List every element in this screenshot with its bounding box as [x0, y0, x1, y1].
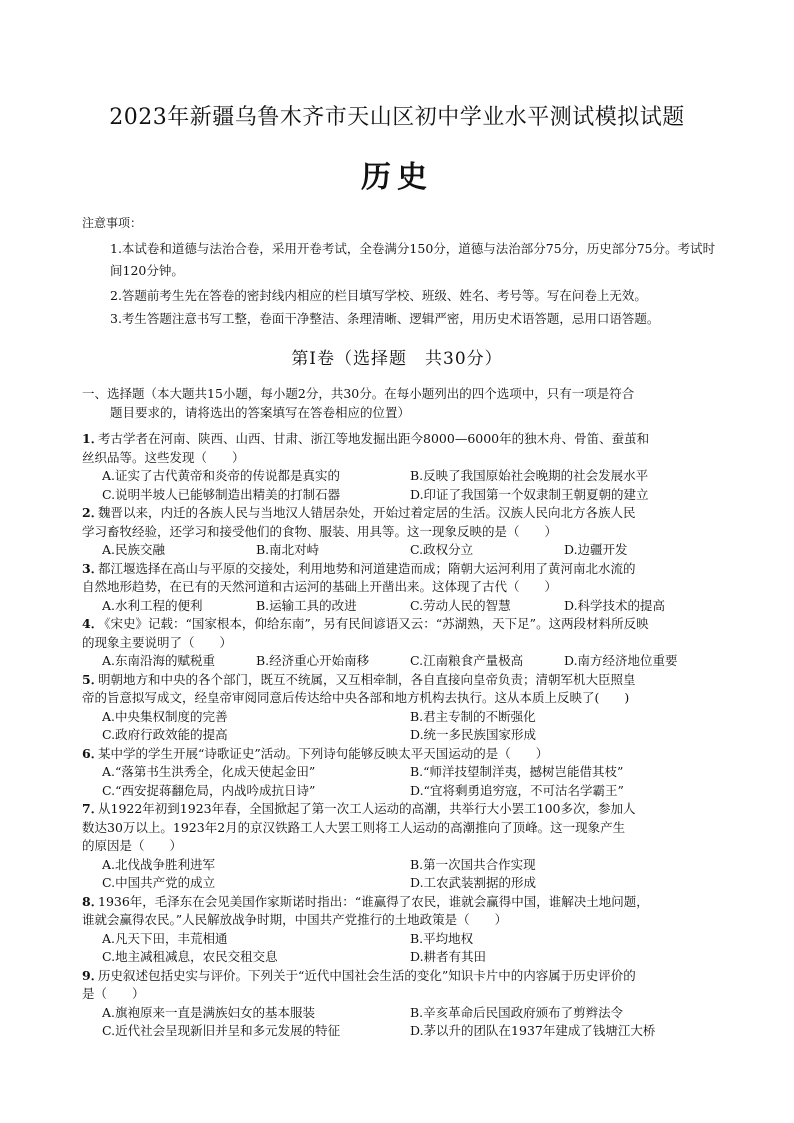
answer-option-a: A.东南沿海的赋税重 — [102, 653, 216, 668]
answer-option-c: C.“西安捉蒋翻危局，内战吟成抗日诗” — [102, 782, 316, 798]
question-number: 2． — [82, 505, 104, 520]
answer-option-a: A.民族交融 — [102, 542, 166, 557]
question-stem-line — [82, 800, 718, 819]
answer-option-a: A.水利工程的便利 — [102, 597, 203, 613]
answer-option-b: B.运输工具的改进 — [256, 597, 357, 613]
question-number: 9． — [82, 967, 104, 983]
answer-option-c: C.说明半坡人已能够制造出精美的打制石器 — [102, 486, 341, 502]
question-stem-text: 自然地形趋势，在已有的天然河道和古运河的基础上开凿出来。这体现了古代（ ） — [82, 579, 558, 594]
question-stem-line — [82, 985, 718, 1004]
question-number: 5． — [82, 671, 104, 687]
answer-option-a: A.中央集权制度的完善 — [102, 708, 228, 724]
answer-option-c: C.中国共产党的成立 — [102, 875, 216, 890]
answer-option-d: D.科学技术的提高 — [564, 597, 666, 613]
answer-option-b: B.君主专制的不断强化 — [410, 708, 536, 724]
question-stem-text: 谁就会赢得农民。”人民解放战争时期，中国共产党推行的土地政策是（ ） — [82, 912, 508, 927]
question-stem-text: 《宋史》记载：“国家根本，仰给东南”，另有民间谚语又云：“苏湖熟，天下足”。这两段材料所反映 — [98, 616, 649, 631]
answer-options — [82, 541, 718, 560]
question-stem-text: 是（ ） — [82, 986, 145, 1001]
notice-item-1: 1.本试卷和道德与法治合卷，采用开卷考试，全卷满分150分，道德与法治部分75分，历史部分75分。考试时间120分钟。 — [110, 241, 716, 278]
question-stem-line — [82, 745, 718, 764]
question-stem-text: 丝织品等。这些发现（ ） — [82, 449, 245, 465]
question-stem-text: 从1922年初到1923年春，全国掀起了第一次工人运动的高潮，共举行大小罢工100多次，参加人 — [98, 801, 636, 816]
question-4 — [82, 615, 718, 671]
question-5 — [82, 671, 718, 745]
answer-option-d: D.工农武装割据的形成 — [410, 875, 537, 890]
answer-option-c: C.江南粮食产量极高 — [410, 653, 524, 668]
question-stem-line — [82, 523, 718, 542]
answer-option-b: B.辛亥革命后民国政府颁布了剪辫法令 — [410, 1004, 624, 1020]
answer-option-b: B.反映了我国原始社会晚期的社会发展水平 — [410, 468, 649, 483]
answer-option-d: D.茅以升的团队在1937年建成了钱塘江大桥 — [410, 1023, 656, 1038]
answer-options — [82, 708, 718, 745]
question-stem-line — [82, 893, 718, 912]
question-stem-line — [82, 449, 718, 468]
exam-title: 2023年新疆乌鲁木齐市天山区初中学业水平测试模拟试题 — [109, 105, 685, 130]
answer-options — [82, 1004, 718, 1041]
question-stem-text: 的现象主要说明了（ ） — [82, 634, 233, 650]
question-stem-line — [82, 634, 718, 653]
notice-item-2: 2.答题前考生先在答卷的密封线内相应的栏目填写学校、班级、姓名、考号等。写在问卷上无效。 — [110, 288, 647, 303]
question-3 — [82, 560, 718, 616]
answer-option-b: B.经济重心开始南移 — [256, 653, 370, 668]
answer-option-d: D.边疆开发 — [564, 542, 628, 557]
question-6 — [82, 745, 718, 801]
question-stem-line — [82, 578, 718, 597]
question-7 — [82, 800, 718, 893]
answer-option-b: B.第一次国共合作实现 — [410, 856, 536, 872]
answer-option-a: A.旗袍原来一直是满族妇女的基本服装 — [102, 1004, 316, 1020]
answer-options — [82, 652, 718, 671]
question-stem-line — [82, 430, 718, 449]
question-stem-text: 的原因是（ ） — [82, 838, 183, 853]
question-number: 6． — [82, 745, 104, 761]
answer-option-c: C.劳动人民的智慧 — [410, 597, 511, 613]
answer-option-d: D.印证了我国第一个奴隶制王朝夏朝的建立 — [410, 486, 649, 502]
answer-option-a: A.证实了古代黄帝和炎帝的传说都是真实的 — [102, 468, 341, 483]
answer-option-b: B.平均地权 — [410, 930, 474, 946]
question-stem-line — [82, 819, 718, 838]
question-8 — [82, 893, 718, 967]
answer-option-a: A.“落第书生洪秀全，化成天使起金田” — [102, 764, 316, 779]
question-stem-text: 魏晋以来，内迁的各族人民与当地汉人错居杂处，开始过着定居的生活。汉族人民向北方各族人民 — [98, 505, 636, 520]
answer-option-a: A.北伐战争胜利进军 — [102, 856, 216, 872]
instructions-line-1: 一、选择题（本大题共15小题，每小题2分，共30分。在每小题列出的四个选项中，只有一项是符合 — [82, 386, 635, 401]
question-2 — [82, 504, 718, 560]
question-9 — [82, 967, 718, 1041]
question-list — [82, 430, 718, 1041]
answer-options — [82, 467, 718, 504]
question-stem-text: 都江堰选择在高山与平原的交接处，利用地势和河道建造而成；隋朝大运河利用了黄河南北水流的 — [98, 560, 636, 576]
notice-item-3: 3.考生答题注意书写工整，卷面干净整洁、条理清晰、逻辑严密，用历史术语答题，忌用口语答题。 — [110, 311, 660, 326]
answer-options — [82, 856, 718, 893]
answer-options — [82, 930, 718, 967]
question-stem-text: 学习畜牧经验，还学习和接受他们的食物、服装、用具等。这一现象反映的是（ ） — [82, 523, 558, 539]
question-stem-line — [82, 560, 718, 579]
question-stem-line — [82, 837, 718, 856]
answer-option-d: D.耕者有其田 — [410, 949, 487, 964]
answer-option-d: D.“宜将剩勇追穷寇，不可沽名学霸王” — [410, 782, 624, 798]
subject-title: 历史 — [361, 160, 433, 195]
question-stem-line — [82, 911, 718, 930]
question-stem-text: 明朝地方和中央的各个部门，既互不统属，又互相牵制，各自直接向皇帝负责；清朝军机大臣照皇 — [98, 671, 636, 687]
answer-options — [82, 763, 718, 800]
question-stem-line — [82, 615, 718, 634]
question-stem-text: 某中学的学生开展“诗歌证史”活动。下列诗句能够反映太平天国运动的是（ ） — [98, 745, 549, 761]
answer-option-c: C.政府行政效能的提高 — [102, 727, 228, 742]
answer-option-c: C.地主减租减息，农民交租交息 — [102, 949, 278, 964]
question-stem-text: 历史叙述包括史实与评价。下列关于“近代中国社会生活的变化”知识卡片中的内容属于历史评价的 — [98, 967, 636, 983]
question-stem-text: 数达30万以上。1923年2月的京汉铁路工人大罢工则将工人运动的高潮推向了顶峰。这一现象产生 — [82, 819, 626, 835]
question-number: 1． — [82, 431, 104, 446]
question-stem-line — [82, 689, 718, 708]
answer-option-c: C.近代社会呈现新旧并呈和多元发展的特征 — [102, 1023, 341, 1038]
instructions-line-2: 题目要求的，请将选出的答案填写在答卷相应的位置） — [110, 405, 411, 420]
question-1 — [82, 430, 718, 504]
question-number: 4． — [82, 616, 104, 631]
answer-option-c: C.政权分立 — [410, 542, 474, 557]
answer-option-d: D.统一多民族国家形成 — [410, 727, 537, 742]
question-stem-text: 考古学者在河南、陕西、山西、甘肃、浙江等地发掘出距今8000—6000年的独木舟、骨笛、蚕茧和 — [98, 431, 650, 446]
answer-options — [82, 597, 718, 616]
answer-option-b: B.南北对峙 — [256, 542, 320, 557]
answer-option-a: A.凡天下田，丰荒相通 — [102, 930, 228, 946]
answer-option-d: D.南方经济地位重要 — [564, 653, 678, 668]
question-stem-line — [82, 671, 718, 690]
question-number: 3． — [82, 560, 104, 576]
section-heading: 第I卷（选择题 共30分） — [291, 349, 503, 369]
notice-heading: 注意事项： — [82, 216, 143, 230]
section-instructions — [82, 384, 712, 422]
question-number: 7． — [82, 801, 104, 816]
question-stem-line — [82, 504, 718, 523]
question-number: 8． — [82, 893, 104, 909]
question-stem-line — [82, 967, 718, 986]
answer-option-b: B.“师洋技望制洋夷，撼树岂能借其枝” — [410, 764, 624, 779]
question-stem-text: 1936年，毛泽东在会见美国作家斯诺时指出：“谁赢得了农民，谁就会赢得中国，谁解决土地问题， — [98, 893, 649, 909]
question-stem-text: 帝的旨意拟写成文，经皇帝审阅同意后传达给中央各部和地方机构去执行。这从本质上反映了( ) — [82, 690, 630, 705]
